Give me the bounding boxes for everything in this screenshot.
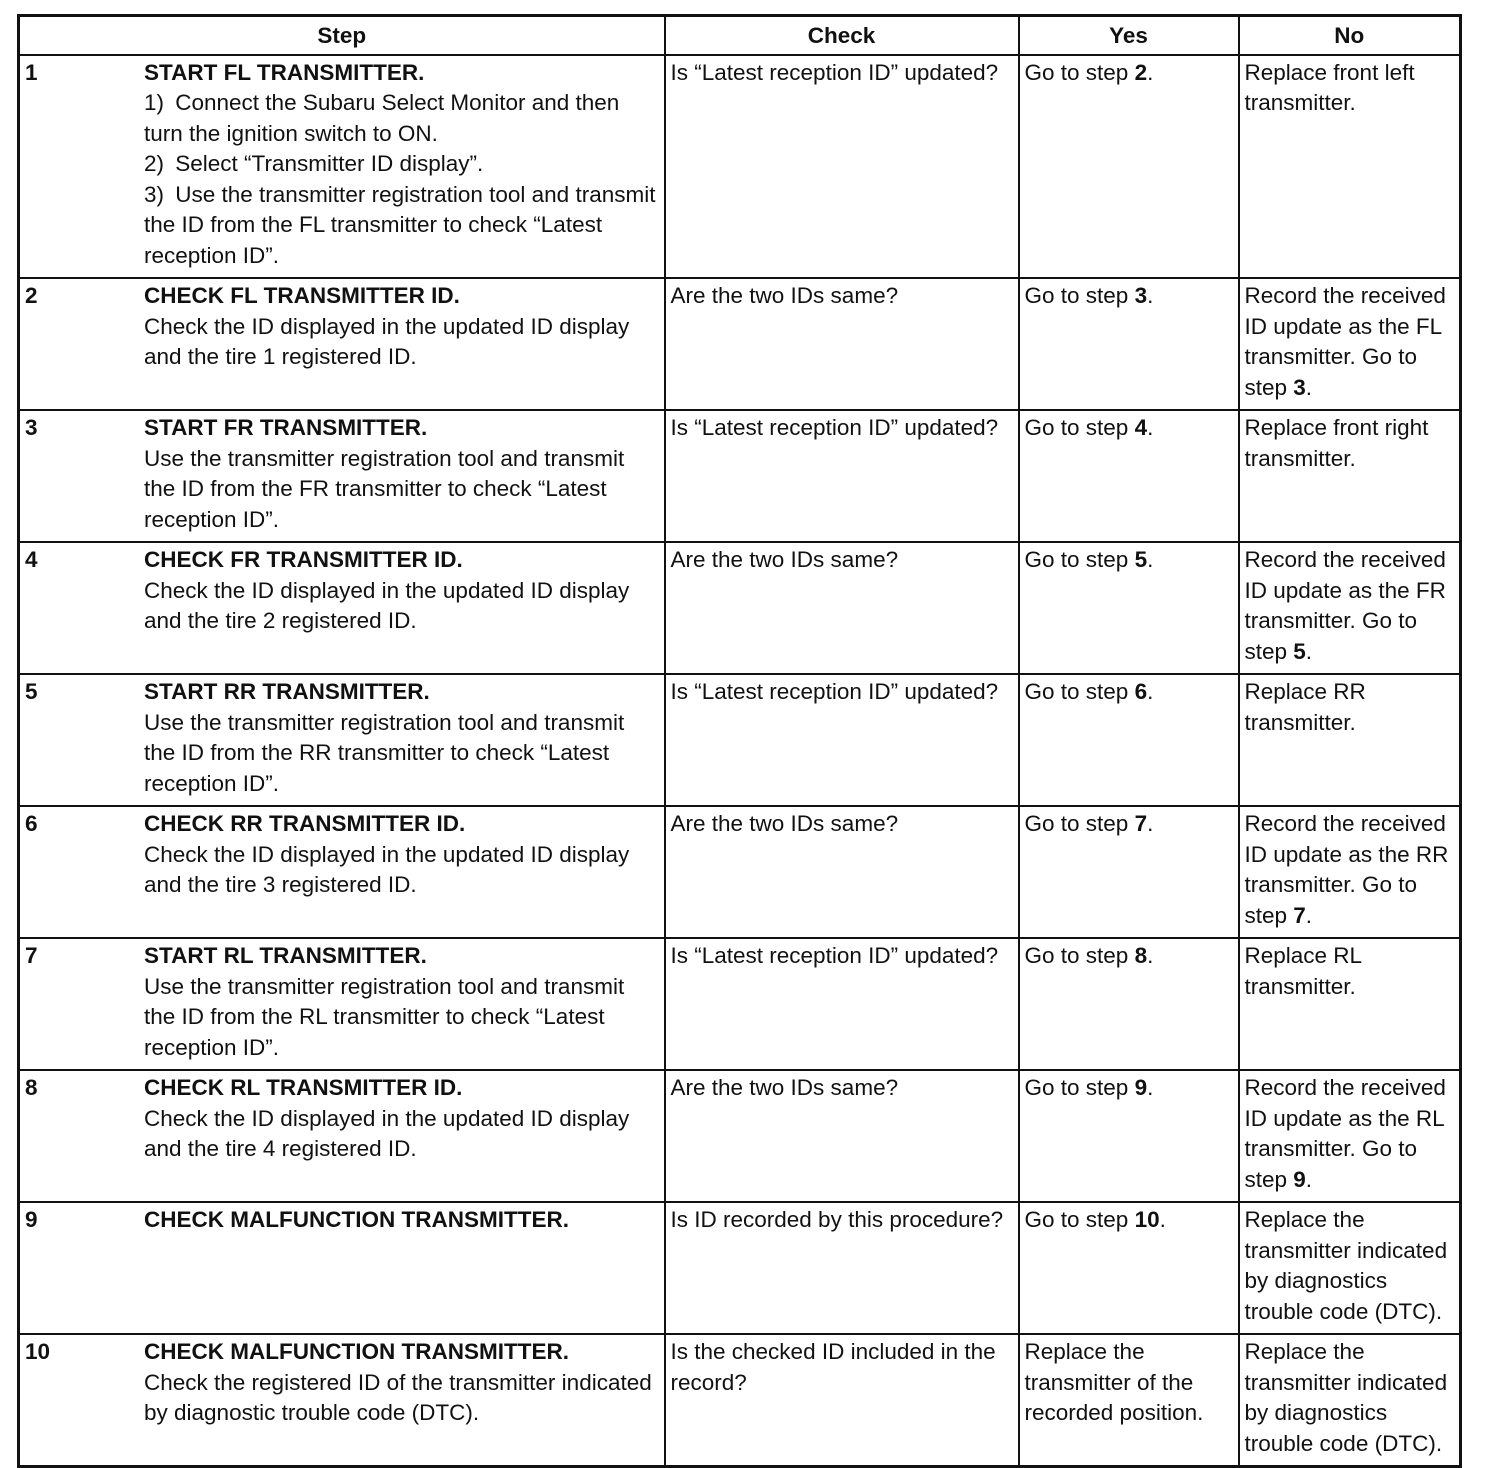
yes-text: Go to step (1024, 943, 1135, 968)
step-instruction-line: Use the transmitter registration tool and transmit the ID from the FR transmitter to check “Latest reception ID”. (144, 445, 625, 532)
step-grid (20, 1335, 664, 1435)
step-cell (19, 278, 665, 410)
step-cell (19, 1202, 665, 1334)
no-end: . (1305, 638, 1313, 664)
no-end: . (1305, 902, 1313, 928)
check-cell (665, 806, 1019, 938)
check-cell (665, 1202, 1019, 1334)
table-row (19, 410, 1461, 542)
step-title: CHECK MALFUNCTION TRANSMITTER. (144, 1207, 569, 1232)
yes-cell (1019, 1070, 1239, 1202)
no-cell (1239, 806, 1461, 938)
table-row (19, 1070, 1461, 1202)
step-number: 7 (25, 943, 38, 968)
step-instruction-line: 1) Connect the Subaru Select Monitor and then turn the ignition switch to ON. (144, 90, 620, 146)
step-number: 8 (25, 1075, 38, 1100)
step-instruction-line: Check the ID displayed in the updated ID display and the tire 4 registered ID. (144, 1105, 630, 1161)
step-cell (19, 1334, 665, 1467)
step-number: 2 (25, 283, 38, 308)
table-row (19, 55, 1461, 279)
yes-cell (1019, 542, 1239, 674)
yes-end: . (1147, 679, 1154, 704)
step-title: CHECK RL TRANSMITTER ID. (144, 1075, 463, 1100)
no-cell (1239, 1202, 1461, 1334)
table-row (19, 1202, 1461, 1334)
step-instruction-line: Use the transmitter registration tool and transmit the ID from the RR transmitter to check “Latest reception ID”. (144, 709, 625, 796)
step-grid (20, 543, 664, 643)
no-text: Record the received ID update as the RR transmitter. Go to step (1244, 811, 1449, 928)
no-cell (1239, 1070, 1461, 1202)
no-step-number: 3 (1293, 374, 1306, 400)
yes-text: Go to step (1024, 415, 1135, 440)
yes-end: . (1147, 415, 1154, 440)
step-instruction-line: 3) Use the transmitter registration tool and transmit the ID from the FL transmitter to check “Latest reception ID”. (144, 181, 656, 268)
no-text: Record the received ID update as the FL transmitter. Go to step (1244, 283, 1446, 400)
table-row (19, 278, 1461, 410)
yes-end: . (1147, 547, 1154, 572)
step-number: 1 (25, 59, 38, 85)
check-text: Is “Latest reception ID” updated? (670, 943, 999, 968)
no-text: Replace RL transmitter. (1244, 943, 1362, 999)
table-row (19, 1334, 1461, 1467)
step-instruction-line: Check the ID displayed in the updated ID display and the tire 3 registered ID. (144, 841, 630, 897)
yes-text: Go to step (1024, 1207, 1135, 1232)
header-no: No (1239, 16, 1461, 55)
yes-cell (1019, 1202, 1239, 1334)
table-row (19, 806, 1461, 938)
step-lines (144, 88, 660, 271)
header-step: Step (19, 16, 665, 55)
yes-text: Go to step (1024, 811, 1135, 836)
check-text: Are the two IDs same? (670, 1075, 899, 1100)
table-row (19, 938, 1461, 1070)
header-yes: Yes (1019, 16, 1239, 55)
step-lines (144, 312, 660, 373)
yes-cell (1019, 410, 1239, 542)
yes-step-number: 6 (1134, 679, 1148, 704)
check-text: Is the checked ID included in the record? (670, 1339, 996, 1395)
table-row (19, 542, 1461, 674)
step-instruction-line: Check the ID displayed in the updated ID display and the tire 2 registered ID. (144, 577, 630, 633)
step-lines (144, 1104, 660, 1165)
step-title: CHECK FL TRANSMITTER ID. (144, 283, 460, 308)
step-body (140, 807, 664, 907)
step-number: 10 (25, 1339, 51, 1364)
yes-text: Replace the transmitter of the recorded position. (1024, 1339, 1204, 1425)
step-body (140, 543, 664, 643)
no-cell (1239, 674, 1461, 806)
step-body (140, 1071, 664, 1171)
step-cell (19, 806, 665, 938)
check-cell (665, 278, 1019, 410)
step-number: 9 (25, 1207, 38, 1232)
step-title: START FL TRANSMITTER. (144, 59, 425, 85)
table-body (19, 55, 1461, 1467)
yes-cell (1019, 674, 1239, 806)
step-cell (19, 542, 665, 674)
step-lines (144, 840, 660, 901)
yes-end: . (1147, 1075, 1154, 1100)
yes-end: . (1147, 811, 1154, 836)
step-body (140, 939, 664, 1069)
yes-text: Go to step (1024, 1075, 1135, 1100)
no-cell (1239, 542, 1461, 674)
check-text: Is ID recorded by this procedure? (670, 1207, 1004, 1232)
yes-step-number: 10 (1134, 1207, 1160, 1232)
step-lines (144, 576, 660, 637)
yes-step-number: 9 (1134, 1075, 1148, 1100)
no-cell (1239, 55, 1461, 279)
table-header (19, 16, 1461, 55)
yes-cell (1019, 278, 1239, 410)
step-cell (19, 55, 665, 279)
step-body (140, 56, 664, 278)
yes-end: . (1159, 1207, 1166, 1232)
step-body (140, 279, 664, 379)
step-body (140, 1335, 664, 1435)
check-cell (665, 1334, 1019, 1467)
step-lines (144, 1368, 660, 1429)
yes-step-number: 5 (1134, 547, 1148, 572)
check-cell (665, 410, 1019, 542)
yes-step-number: 3 (1134, 283, 1148, 308)
step-number: 3 (25, 415, 38, 440)
check-cell (665, 55, 1019, 279)
yes-cell (1019, 938, 1239, 1070)
step-number: 5 (25, 679, 38, 704)
yes-step-number: 4 (1134, 415, 1148, 440)
step-instruction-line: Check the registered ID of the transmitter indicated by diagnostic trouble code (DTC). (144, 1369, 652, 1425)
step-title: CHECK MALFUNCTION TRANSMITTER. (144, 1339, 569, 1364)
step-lines (144, 444, 660, 536)
no-cell (1239, 938, 1461, 1070)
table-row (19, 674, 1461, 806)
check-cell (665, 674, 1019, 806)
header-row (19, 16, 1461, 55)
yes-text: Go to step (1024, 283, 1135, 308)
step-number: 4 (25, 547, 38, 572)
yes-end: . (1147, 59, 1154, 85)
step-title: START RL TRANSMITTER. (144, 943, 427, 968)
step-body (140, 1203, 664, 1242)
yes-step-number: 2 (1134, 59, 1148, 85)
step-grid (20, 1203, 664, 1242)
no-end: . (1305, 374, 1313, 400)
no-step-number: 5 (1293, 638, 1306, 664)
no-end: . (1305, 1166, 1313, 1192)
check-text: Is “Latest reception ID” updated? (670, 415, 999, 440)
no-step-number: 7 (1293, 902, 1306, 928)
check-text: Is “Latest reception ID” updated? (670, 59, 999, 85)
step-cell (19, 674, 665, 806)
yes-text: Go to step (1024, 59, 1135, 85)
yes-end: . (1147, 943, 1154, 968)
step-instruction-line: Check the ID displayed in the updated ID display and the tire 1 registered ID. (144, 313, 630, 369)
step-lines (144, 972, 660, 1064)
step-body (140, 411, 664, 541)
step-grid (20, 411, 664, 541)
yes-end: . (1147, 283, 1154, 308)
check-cell (665, 938, 1019, 1070)
check-text: Are the two IDs same? (670, 547, 899, 572)
check-cell (665, 542, 1019, 674)
no-text: Replace RR transmitter. (1244, 679, 1366, 735)
header-check: Check (665, 16, 1019, 55)
step-grid (20, 939, 664, 1069)
step-grid (20, 675, 664, 805)
no-text: Replace the transmitter indicated by diagnostics trouble code (DTC). (1244, 1339, 1448, 1456)
step-body (140, 675, 664, 805)
yes-step-number: 8 (1134, 943, 1148, 968)
no-text: Replace the transmitter indicated by diagnostics trouble code (DTC). (1244, 1207, 1448, 1324)
step-grid (20, 279, 664, 379)
no-text: Replace front left transmitter. (1244, 59, 1415, 115)
step-cell (19, 1070, 665, 1202)
check-text: Is “Latest reception ID” updated? (670, 679, 999, 704)
diagnostic-table-wrapper (17, 14, 1459, 1468)
yes-text: Go to step (1024, 547, 1135, 572)
no-step-number: 9 (1293, 1166, 1306, 1192)
step-instruction-line: 2) Select “Transmitter ID display”. (144, 151, 484, 176)
no-text: Record the received ID update as the FR transmitter. Go to step (1244, 547, 1446, 664)
step-title: START FR TRANSMITTER. (144, 415, 428, 440)
yes-text: Go to step (1024, 679, 1135, 704)
no-text: Replace front right transmitter. (1244, 415, 1429, 471)
step-grid (20, 807, 664, 907)
step-title: START RR TRANSMITTER. (144, 679, 430, 704)
no-text: Record the received ID update as the RL transmitter. Go to step (1244, 1075, 1446, 1192)
step-lines (144, 708, 660, 800)
yes-cell (1019, 806, 1239, 938)
step-grid (20, 1071, 664, 1171)
check-text: Are the two IDs same? (670, 811, 899, 836)
step-title: CHECK RR TRANSMITTER ID. (144, 811, 466, 836)
check-cell (665, 1070, 1019, 1202)
check-text: Are the two IDs same? (670, 283, 899, 308)
step-cell (19, 410, 665, 542)
no-cell (1239, 410, 1461, 542)
no-cell (1239, 278, 1461, 410)
yes-cell (1019, 55, 1239, 279)
step-instruction-line: Use the transmitter registration tool and transmit the ID from the RL transmitter to check “Latest reception ID”. (144, 973, 625, 1060)
yes-cell (1019, 1334, 1239, 1467)
diagnostic-procedure-table (17, 14, 1462, 1468)
yes-step-number: 7 (1134, 811, 1148, 836)
step-number: 6 (25, 811, 38, 836)
no-cell (1239, 1334, 1461, 1467)
step-cell (19, 938, 665, 1070)
step-grid (20, 56, 664, 278)
step-title: CHECK FR TRANSMITTER ID. (144, 547, 463, 572)
